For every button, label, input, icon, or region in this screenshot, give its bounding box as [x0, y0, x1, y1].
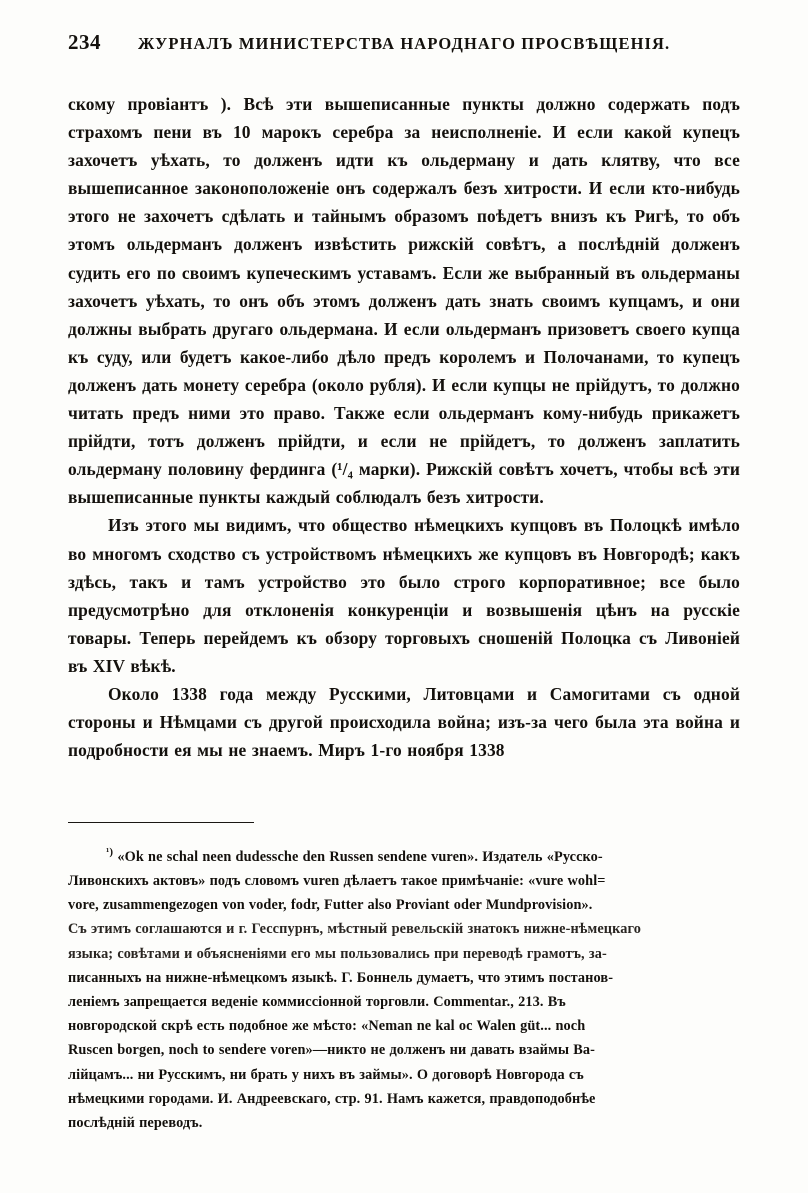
- footnote-line: лійцамъ... ни Русскимъ, ни брать у нихъ въ займы». О договорѣ Новгорода съ: [68, 1066, 584, 1083]
- footnote-block: [68, 840, 740, 1135]
- journal-title: ЖУРНАЛЪ МИНИСТЕРСТВА НАРОДНАГО ПРОСВѢЩЕНІЯ.: [138, 34, 671, 53]
- footnote-marker: ¹): [106, 846, 114, 858]
- footnote-line: Съ этимъ соглашаются и г. Гесспурнъ, мѣстный ревельскій знатокъ нижне-нѣмецкаго: [68, 921, 641, 938]
- footnote-line: [68, 840, 740, 869]
- paragraph-3: Около 1338 года между Русскими, Литовцами и Самогитами съ одной стороны и Нѣмцами съ другой происходила война; изъ-за чего была эта война и подробности ея мы не знаемъ. Миръ 1-го ноября 1338: [68, 683, 740, 761]
- page-content: [68, 30, 740, 764]
- footnote-line: Ruscen borgen, noch to sendere voren»—никто не долженъ ни давать взаймы Ва-: [68, 1042, 596, 1059]
- footnote-line: Ливонскихъ актовъ» подъ словомъ vuren дѣлаетъ такое примѣчаніе: «vure wohl=: [68, 872, 606, 889]
- footnote-line: языка; совѣтами и объясненіями его мы пользовались при переводѣ грамотъ, за-: [68, 945, 607, 962]
- footnote-line: новгородской скрѣ есть подобное же мѣсто: «Neman ne kal oc Walen güt... noch: [68, 1018, 586, 1035]
- page-number: 234: [68, 30, 101, 54]
- footnote-line: леніемъ запрещается веденіе коммиссіонной торговли. Commentar., 213. Въ: [68, 993, 566, 1010]
- body-text: [68, 90, 740, 764]
- footnote-line: писанныхъ на нижне-нѣмецкомъ языкѣ. Г. Боннель думаетъ, что этимъ постанов-: [68, 969, 614, 986]
- footnote-divider: [68, 822, 254, 823]
- running-head: [68, 30, 740, 56]
- paragraph-1: скому провіантъ ). Всѣ эти вышеписанные пункты должно содержать подъ страхомъ пени въ 10 марокъ серебра за неисполненіе. И если какой купецъ захочетъ уѣхать, то долженъ идти къ ольдерману и дать клятву, что все вышеписанное законоположеніе онъ содержалъ безъ хитрости. И если кто-нибудь этого не захочетъ сдѣлать и тайнымъ образомъ поѣдетъ внизъ къ Ригѣ, то объ этомъ ольдерманъ долженъ извѣстить рижскій совѣтъ, а послѣдній долженъ судить его по своимъ купеческимъ уставамъ. Если же выбранный въ ольдерманы захочетъ уѣхать, то онъ объ этомъ долженъ дать знать своимъ купцамъ, и они должны выбрать другаго ольдермана. И если ольдерманъ призоветъ своего купца къ суду, или будетъ какое-либо дѣло предъ королемъ и Полочанами, то купецъ долженъ дать монету серебра (около рубля). И если купцы не прійдутъ, то должно читать предъ ними это право. Также если ольдерманъ кому-нибудь прикажетъ прійдти, тотъ долженъ прійдти, и если не прійдетъ, то долженъ заплатить ольдерману половину фердинга (¹/₄ марки). Рижскій совѣтъ хочетъ, чтобы всѣ эти вышеписанные пункты каждый соблюдалъ безъ хитрости.: [68, 94, 740, 508]
- footnote-line: vore, zusammengezogen von voder, fodr, Futter also Proviant oder Mundprovision».: [68, 897, 593, 914]
- footnote-line: нѣмецкими городами. И. Андреевскаго, стр. 91. Намъ кажется, правдоподобнѣе: [68, 1090, 596, 1107]
- footnote-line: послѣдній переводъ.: [68, 1115, 203, 1131]
- footnote-line-text: «Ok ne schal neen dudessche den Russen sendene vuren». Издатель «Русско-: [117, 848, 603, 865]
- paragraph-2: Изъ этого мы видимъ, что общество нѣмецкихъ купцовъ въ Полоцкѣ имѣло во многомъ сходство съ устройствомъ нѣмецкихъ же купцовъ въ Новгородѣ; какъ здѣсь, такъ и тамъ устройство это было строго корпоративное; все было предусмотрѣно для отклоненія конкуренціи и возвышенія цѣнъ на русскіе товары. Теперь перейдемъ къ обзору торговыхъ сношеній Полоцка съ Ливоніей въ XIV вѣкѣ.: [68, 515, 740, 676]
